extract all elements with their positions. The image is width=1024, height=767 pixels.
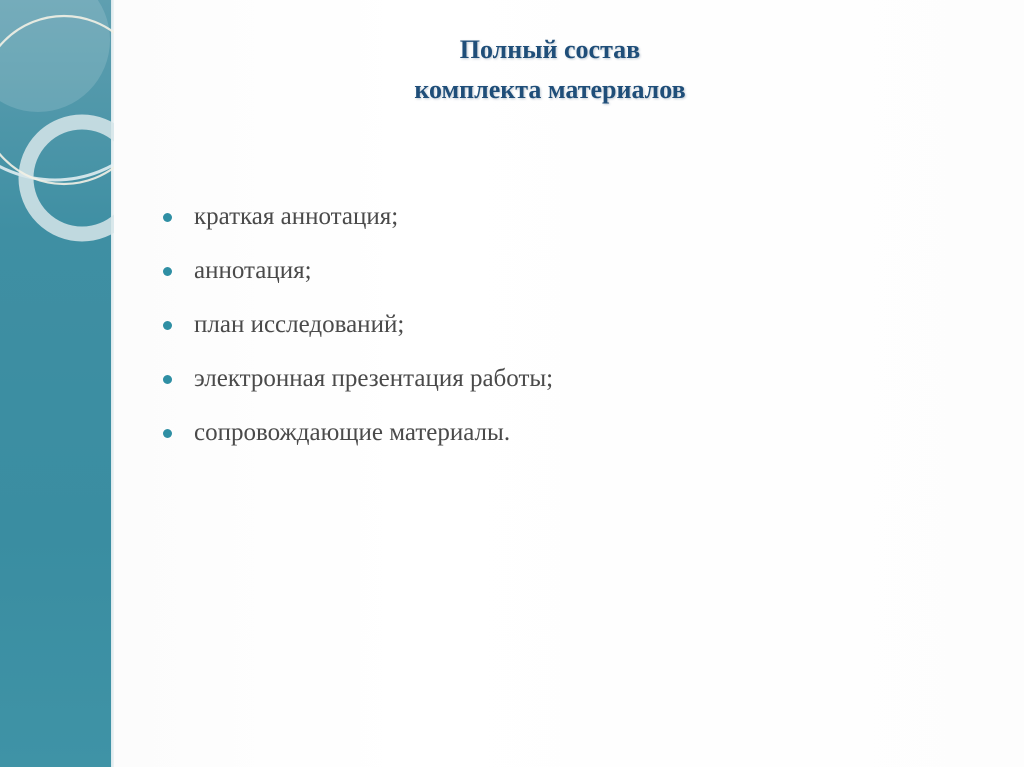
decorative-rings-icon bbox=[0, 0, 114, 260]
bullet-text: электронная презентация работы; bbox=[194, 365, 554, 392]
bullet-dot-icon bbox=[163, 375, 172, 384]
bullet-text: сопровождающие материалы. bbox=[194, 419, 511, 446]
bullet-item bbox=[160, 244, 940, 298]
bullet-dot-icon bbox=[163, 321, 172, 330]
bullet-item bbox=[160, 298, 940, 352]
title-line-2: комплекта материалов bbox=[414, 75, 686, 104]
bullet-text: план исследований; bbox=[194, 311, 405, 338]
bullet-item bbox=[160, 406, 940, 460]
title-line-1: Полный состав bbox=[459, 35, 641, 64]
slide-title bbox=[160, 30, 940, 110]
bullet-item bbox=[160, 190, 940, 244]
bullet-dot-icon bbox=[163, 213, 172, 222]
bullet-text: краткая аннотация; bbox=[194, 203, 399, 230]
bullet-dot-icon bbox=[163, 429, 172, 438]
bullet-list bbox=[160, 190, 940, 460]
bullet-dot-icon bbox=[163, 267, 172, 276]
bullet-text: аннотация; bbox=[194, 257, 312, 284]
bullet-item bbox=[160, 352, 940, 406]
